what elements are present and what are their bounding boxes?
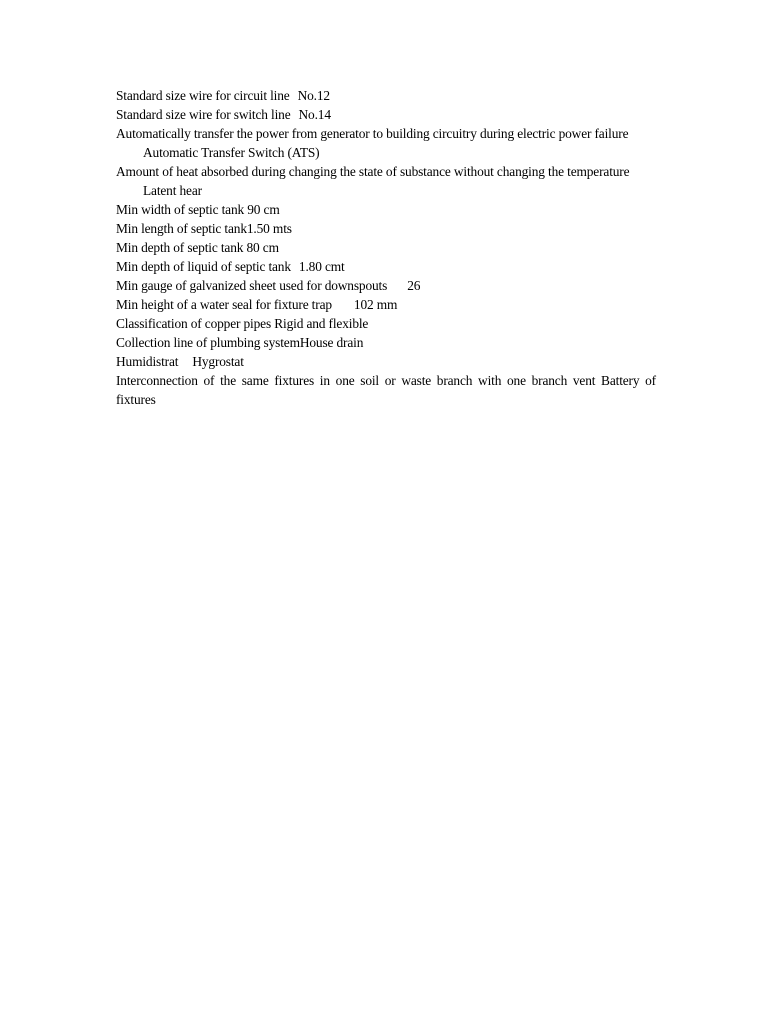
entry-septic-liquid-depth (116, 257, 656, 276)
entry-answer: Rigid and flexible (274, 316, 369, 331)
entry-question: Collection line of plumbing system (116, 335, 300, 350)
entry-question: Interconnection of the same fixtures in one soil or waste branch with one branch vent (116, 373, 596, 388)
entry-answer: 1.80 cmt (298, 259, 345, 274)
entry-latent-heat-question (116, 162, 656, 181)
entry-answer: Hygrostat (192, 354, 244, 369)
entry-septic-width (116, 200, 656, 219)
entry-question: Min depth of septic tank (116, 240, 244, 255)
entry-question: Min length of septic tank (116, 221, 247, 236)
entry-question: Min height of a water seal for fixture trap (116, 297, 332, 312)
entry-question: Standard size wire for circuit line (116, 88, 290, 103)
entry-septic-depth (116, 238, 656, 257)
entry-answer: 1.50 mts (246, 221, 292, 236)
entry-collection-line (116, 333, 656, 352)
document-body (116, 86, 656, 409)
entry-answer: Latent hear (143, 183, 202, 198)
entry-question: Humidistrat (116, 354, 179, 369)
entry-answer: 26 (407, 278, 421, 293)
entry-answer: 90 cm (247, 202, 280, 217)
entry-battery-of-fixtures (116, 371, 656, 409)
entry-copper-pipes (116, 314, 656, 333)
entry-septic-length (116, 219, 656, 238)
entry-ats-question (116, 124, 656, 143)
entry-answer: 80 cm (246, 240, 279, 255)
entry-humidistat (116, 352, 656, 371)
entry-answer: No.14 (298, 107, 331, 122)
entry-question: Min gauge of galvanized sheet used for downspouts (116, 278, 388, 293)
entry-latent-heat-answer (116, 181, 656, 200)
entry-switch-wire (116, 105, 656, 124)
entry-water-seal (116, 295, 656, 314)
entry-answer: Automatic Transfer Switch (ATS) (143, 145, 320, 160)
entry-question: Automatically transfer the power from generator to building circuitry during electric power failure (116, 126, 629, 141)
entry-question: Amount of heat absorbed during changing the state of substance without changing the temperature (116, 164, 630, 179)
entry-ats-answer (116, 143, 656, 162)
entry-question: Min depth of liquid of septic tank (116, 259, 291, 274)
entry-question: Standard size wire for switch line (116, 107, 291, 122)
entry-answer: No.12 (297, 88, 330, 103)
entry-answer: 102 mm (353, 297, 398, 312)
entry-answer: House drain (299, 335, 364, 350)
entry-question: Min width of septic tank (116, 202, 245, 217)
entry-downspout-gauge (116, 276, 656, 295)
entry-answer: Battery of fixtures (116, 373, 656, 407)
entry-question: Classification of copper pipes (116, 316, 272, 331)
entry-circuit-wire (116, 86, 656, 105)
